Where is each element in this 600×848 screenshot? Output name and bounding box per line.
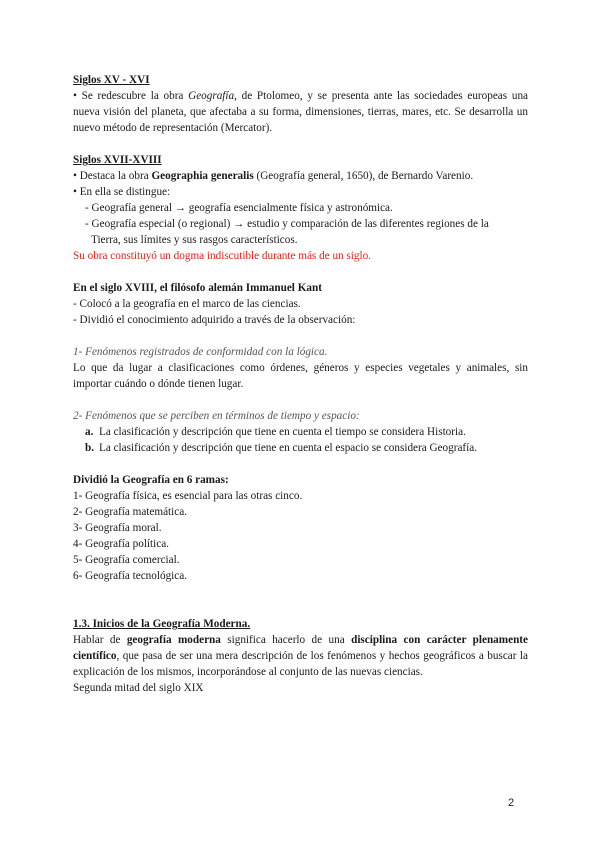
section-heading-geografia-moderna: 1.3. Inicios de la Geografía Moderna. (73, 618, 251, 630)
section-heading-kant: En el siglo XVIII, el filósofo alemán Immanuel Kant (73, 282, 322, 294)
bullet-varenio: • Destaca la obra Geographia generalis (Geografía general, 1650), de Bernardo Varenio. (73, 170, 474, 182)
rama-item: 6- Geografía tecnológica. (73, 570, 187, 582)
rama-item: 5- Geografía comercial. (73, 554, 180, 566)
fenomenos-1-title: 1- Fenómenos registrados de conformidad con la lógica. (73, 346, 328, 358)
document-page (73, 72, 528, 696)
rama-item: 1- Geografía física, es esencial para las otras cinco. (73, 490, 303, 502)
section-heading-xv-xvi: Siglos XV - XVI (73, 74, 150, 86)
kant-point-1: - Colocó a la geografía en el marco de las ciencias. (73, 298, 301, 310)
segunda-mitad-line: Segunda mitad del siglo XIX (73, 682, 204, 694)
geografia-especial-continued: Tierra, sus límites y sus rasgos característicos. (91, 234, 298, 246)
rama-item: 3- Geografía moral. (73, 522, 162, 534)
list-item-a: a. La clasificación y descripción que tiene en cuenta el tiempo se considera Historia. (85, 426, 466, 438)
geografia-especial-item: - Geografía especial (o regional) → estudio y comparación de las diferentes regiones de la (85, 218, 489, 230)
section-heading-ramas: Dividió la Geografía en 6 ramas: (73, 474, 229, 486)
geografia-general-item: - Geografía general → geografía esencialmente física y astronómica. (85, 202, 393, 214)
paragraph-ptolomeo: • Se redescubre la obra Geografía, de Ptolomeo, y se presenta ante las sociedades europeas una nueva visión del planeta, que afectaba a su forma, dimensiones, tierras, mares, etc. Se desarrolla un nuevo método de representación (Mercator). (73, 90, 528, 134)
kant-point-2: - Dividió el conocimiento adquirido a través de la observación: (73, 314, 356, 326)
rama-item: 2- Geografía matemática. (73, 506, 187, 518)
rama-item: 4- Geografía política. (73, 538, 169, 550)
list-item-b: b. La clasificación y descripción que tiene en cuenta el espacio se considera Geografía. (85, 442, 478, 454)
paragraph-geografia-moderna: Hablar de geografía moderna significa hacerlo de una disciplina con carácter plenamente científico, que pasa de ser una mera descripción de los fenómenos y hechos geográficos a buscar la explicación de los mismos, incorporándose al conjunto de las nuevas ciencias. (73, 634, 528, 678)
bullet-distingue: • En ella se distingue: (73, 186, 171, 198)
fenomenos-2-title: 2- Fenómenos que se perciben en términos de tiempo y espacio: (73, 410, 360, 422)
section-heading-xvii-xviii: Siglos XVII-XVIII (73, 154, 162, 166)
page-number: 2 (508, 797, 515, 809)
fenomenos-1-text: Lo que da lugar a clasificaciones como órdenes, géneros y especies vegetales y animales, sin importar cuándo o dónde tienen lugar. (73, 362, 528, 390)
red-note: Su obra constituyó un dogma indiscutible durante más de un siglo. (73, 250, 371, 262)
